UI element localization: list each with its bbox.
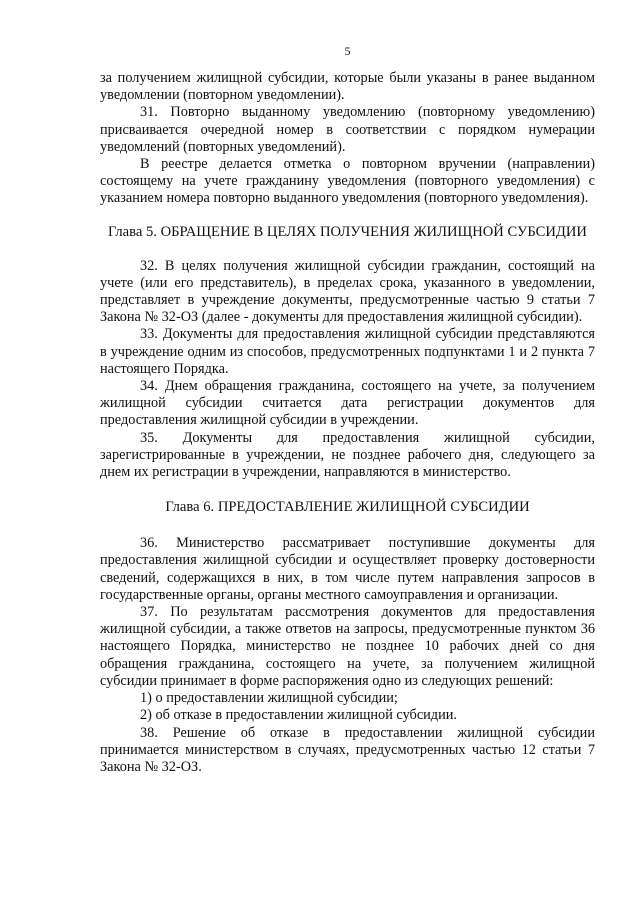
paragraph-34: 34. Днем обращения гражданина, состоящего на учете, за получением жилищной субсидии считается дата регистрации документов для предоставления жилищной субсидии в учреждении. xyxy=(100,378,595,429)
paragraph-continued: за получением жилищной субсидии, которые были указаны в ранее выданном уведомлении (повторном уведомлении). xyxy=(100,70,595,104)
chapter-5-heading: Глава 5. ОБРАЩЕНИЕ В ЦЕЛЯХ ПОЛУЧЕНИЯ ЖИЛИЩНОЙ СУБСИДИИ xyxy=(108,223,587,240)
page-number: 5 xyxy=(344,44,351,58)
chapter-6-heading: Глава 6. ПРЕДОСТАВЛЕНИЕ ЖИЛИЩНОЙ СУБСИДИИ xyxy=(165,499,530,516)
paragraph-32: 32. В целях получения жилищной субсидии гражданин, состоящий на учете (или его представитель), в пределах срока, указанного в уведомлении, представляет в учреждение документы, предусмотренные частью 9 статьи 7 Закона № 32-ОЗ (далее - документы для предоставления жилищной субсидии). xyxy=(100,257,595,326)
paragraph-35: 35. Документы для предоставления жилищной субсидии, зарегистрированные в учреждении, не позднее рабочего дня, следующего за днем их регистрации в учреждении, направляются в министерство. xyxy=(100,429,595,481)
paragraph-36: 36. Министерство рассматривает поступившие документы для предоставления жилищной субсидии и осуществляет проверку достоверности сведений, содержащихся в них, в том числе путем направления запросов в государственные органы, органы местного самоуправления и организации. xyxy=(100,535,595,603)
list-item-1: 1) о предоставлении жилищной субсидии; xyxy=(140,690,398,707)
document-body xyxy=(100,70,595,776)
paragraph-registry-note: В реестре делается отметка о повторном вручении (направлении) состоящему на учете гражданину уведомления (повторного уведомления) с указанием номера повторно выданного уведомления (повторного уведомления). xyxy=(100,156,595,207)
paragraph-31: 31. Повторно выданному уведомлению (повторному уведомлению) присваивается очередной номер в соответствии с порядком нумерации уведомлений (повторных уведомлений). xyxy=(100,104,595,155)
list-item-2: 2) об отказе в предоставлении жилищной субсидии. xyxy=(140,707,457,724)
paragraph-38: 38. Решение об отказе в предоставлении жилищной субсидии принимается министерством в случаях, предусмотренных частью 12 статьи 7 Закона № 32-ОЗ. xyxy=(100,724,595,775)
paragraph-33: 33. Документы для предоставления жилищной субсидии представляются в учреждение одним из способов, предусмотренных подпунктами 1 и 2 пункта 7 настоящего Порядка. xyxy=(100,326,595,377)
paragraph-37: 37. По результатам рассмотрения документов для предоставления жилищной субсидии, а также ответов на запросы, предусмотренные пунктом 36 настоящего Порядка, министерство не позднее 10 рабочих дней со дня обращения гражданина, состоящего на учете, за получением жилищной субсидии принимает в форме распоряжения одно из следующих решений: xyxy=(100,604,595,689)
